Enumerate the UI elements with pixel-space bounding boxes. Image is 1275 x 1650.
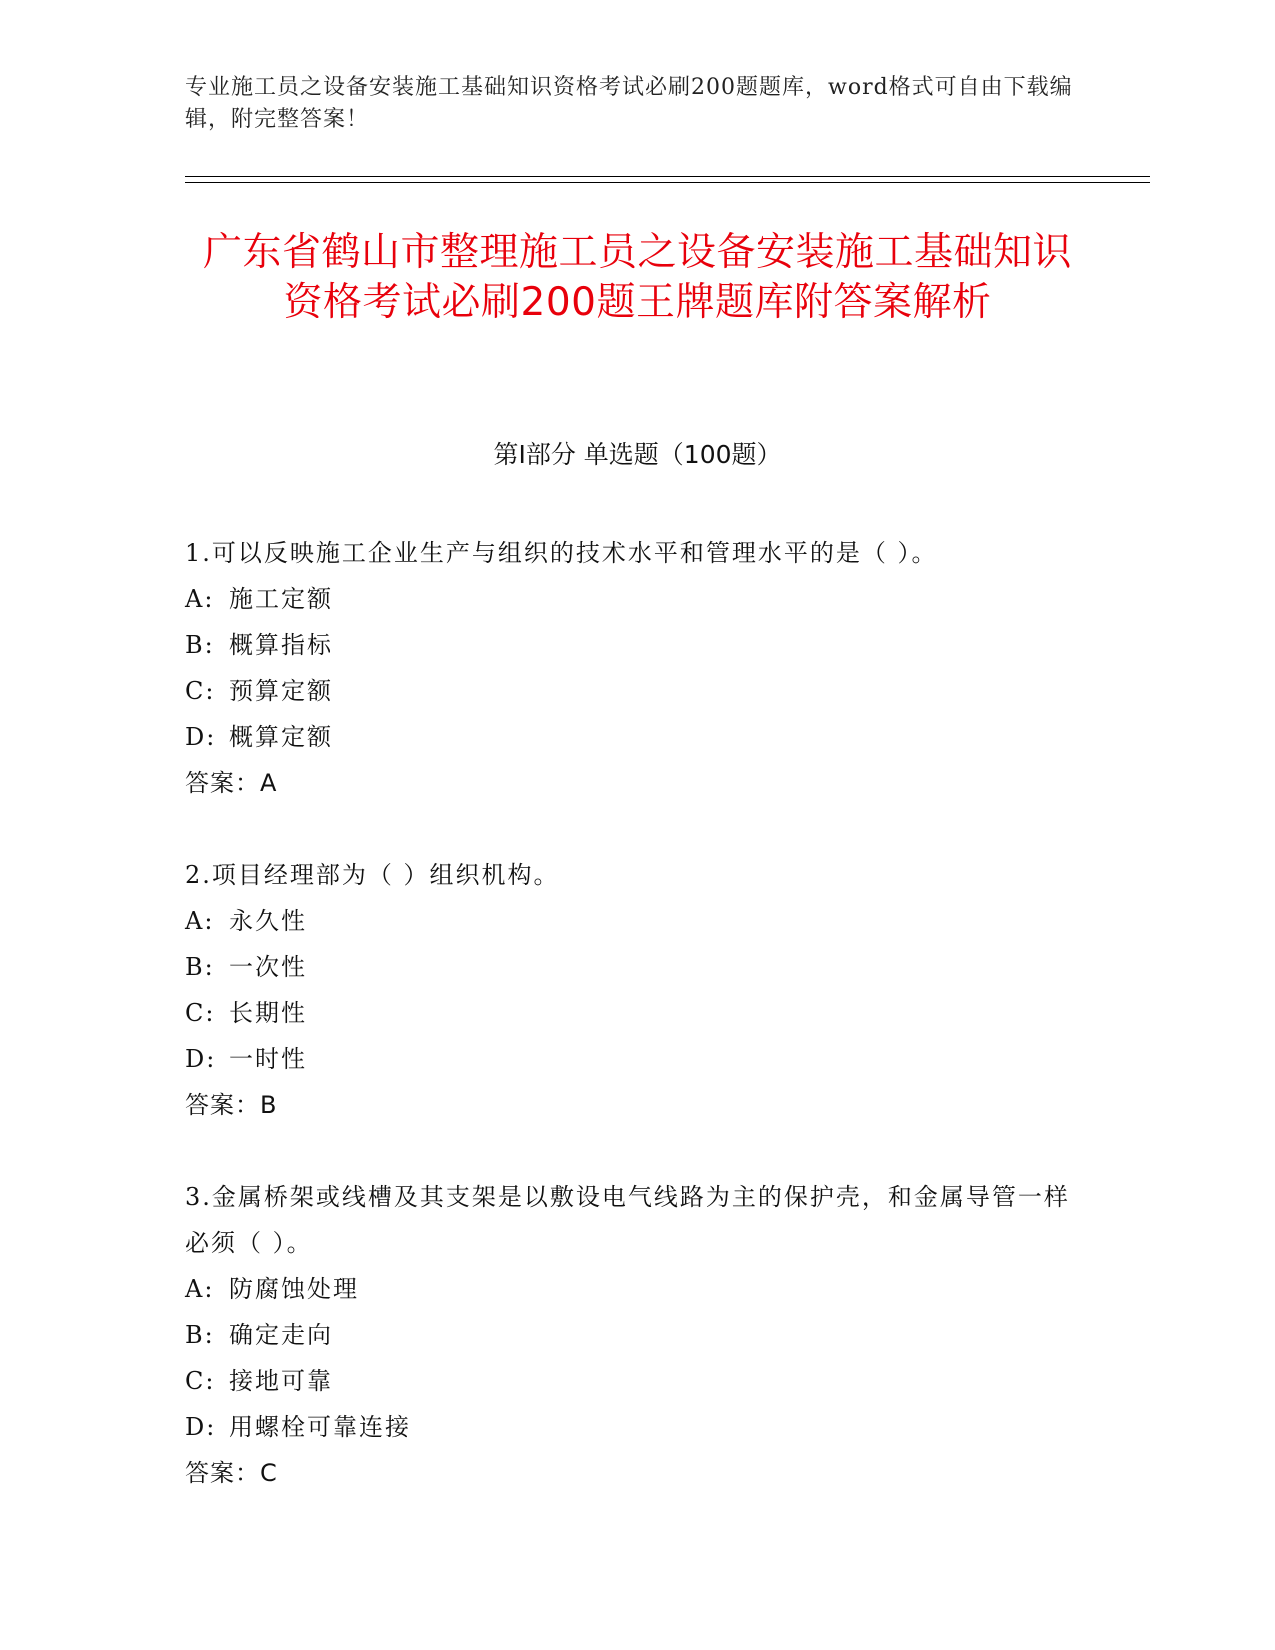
option-letter: D: bbox=[185, 723, 217, 751]
option-letter: C: bbox=[185, 1367, 216, 1395]
answer-value: A bbox=[260, 769, 278, 797]
option-text: 施工定额 bbox=[229, 585, 333, 613]
option-b bbox=[185, 944, 1085, 990]
option-letter: A: bbox=[185, 1275, 215, 1303]
question-text: 1.可以反映施工企业生产与组织的技术水平和管理水平的是（ ）。 bbox=[185, 539, 938, 567]
option-text: 接地可靠 bbox=[229, 1367, 333, 1395]
answer-label: 答案： bbox=[185, 769, 260, 797]
question-3 bbox=[185, 1174, 1085, 1496]
option-a bbox=[185, 576, 1085, 622]
option-a bbox=[185, 898, 1085, 944]
option-text: 一时性 bbox=[229, 1045, 307, 1073]
option-letter: A: bbox=[185, 907, 215, 935]
option-b bbox=[185, 622, 1085, 668]
option-letter: A: bbox=[185, 585, 215, 613]
answer-value: B bbox=[260, 1091, 278, 1119]
header-note: 专业施工员之设备安装施工基础知识资格考试必刷200题题库，word格式可自由下载编辑，附完整答案！ bbox=[185, 75, 1073, 132]
answer-line bbox=[185, 1082, 1085, 1128]
option-text: 长期性 bbox=[229, 999, 307, 1027]
option-text: 永久性 bbox=[229, 907, 307, 935]
option-text: 概算定额 bbox=[229, 723, 333, 751]
answer-line bbox=[185, 760, 1085, 806]
option-letter: C: bbox=[185, 999, 216, 1027]
header-rule-top bbox=[185, 176, 1150, 177]
question-list bbox=[185, 530, 1085, 1542]
option-d bbox=[185, 714, 1085, 760]
option-text: 确定走向 bbox=[229, 1321, 333, 1349]
answer-label: 答案： bbox=[185, 1459, 260, 1487]
option-b bbox=[185, 1312, 1085, 1358]
option-letter: B: bbox=[185, 953, 215, 981]
option-text: 预算定额 bbox=[229, 677, 333, 705]
option-letter: D: bbox=[185, 1045, 217, 1073]
answer-line bbox=[185, 1450, 1085, 1496]
option-d bbox=[185, 1404, 1085, 1450]
option-a bbox=[185, 1266, 1085, 1312]
option-text: 一次性 bbox=[229, 953, 307, 981]
header-rule-bottom bbox=[185, 182, 1150, 183]
option-letter: B: bbox=[185, 631, 215, 659]
option-text: 概算指标 bbox=[229, 631, 333, 659]
option-text: 用螺栓可靠连接 bbox=[229, 1413, 411, 1441]
option-c bbox=[185, 668, 1085, 714]
option-c bbox=[185, 1358, 1085, 1404]
answer-value: C bbox=[260, 1459, 278, 1487]
option-letter: C: bbox=[185, 677, 216, 705]
option-d bbox=[185, 1036, 1085, 1082]
question-text: 3.金属桥架或线槽及其支架是以敷设电气线路为主的保护壳，和金属导管一样必须（ ）。 bbox=[185, 1183, 1070, 1257]
section-title: 第Ⅰ部分 单选题（100题） bbox=[493, 440, 782, 469]
question-text: 2.项目经理部为（ ）组织机构。 bbox=[185, 861, 560, 889]
option-letter: B: bbox=[185, 1321, 215, 1349]
option-text: 防腐蚀处理 bbox=[229, 1275, 359, 1303]
answer-label: 答案： bbox=[185, 1091, 260, 1119]
question-1 bbox=[185, 530, 1085, 806]
document-title: 广东省鹤山市整理施工员之设备安装施工基础知识资格考试必刷200题王牌题库附答案解析 bbox=[202, 230, 1072, 325]
option-c bbox=[185, 990, 1085, 1036]
question-2 bbox=[185, 852, 1085, 1128]
option-letter: D: bbox=[185, 1413, 217, 1441]
